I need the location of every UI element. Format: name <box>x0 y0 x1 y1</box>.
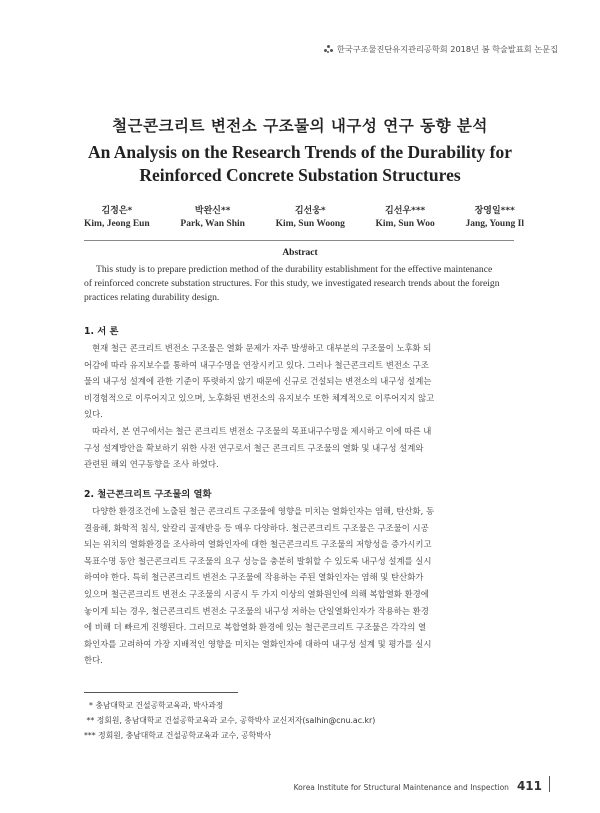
author-list <box>84 205 524 231</box>
footnote: ** 정회원, 충남대학교 건설공학교육과 교수, 공학박사 교신저자(salhin@cnu.ac.kr) <box>84 716 376 725</box>
footnote-divider <box>84 692 238 693</box>
society-logo-icon <box>324 45 333 54</box>
author-name-en: Park, Wan Shin <box>180 219 245 229</box>
author <box>180 205 245 231</box>
author-name-ko: 김선우*** <box>385 206 426 216</box>
body-line: 현재 철근 콘크리트 변전소 구조물은 열화 문제가 자주 발생하고 대부분의 구조물이 노후화 되 <box>92 343 432 353</box>
body-line: 어감에 따라 유지보수를 통하여 내구수명을 연장시키고 있다. 그러나 철근콘크리트 변전소 구조 <box>84 359 429 370</box>
abstract-line: of reinforced concrete substation structures. For this study, we investigated research trends about the foreign <box>84 278 500 290</box>
body-line: 결융해, 화학적 침식, 알칼리 골재반응 등 매우 다양하다. 철근콘크리트 구조물은 구조물이 시공 <box>84 522 429 533</box>
author <box>276 205 345 231</box>
author-name-en: Kim, Sun Woong <box>275 219 345 229</box>
footnote: *** 정회원, 충남대학교 건설공학교육과 교수, 공학박사 <box>84 731 272 740</box>
author <box>376 205 435 231</box>
page-footer <box>294 779 542 793</box>
body-line: 구성 설계방안을 확보하기 위한 사전 연구로서 철근 콘크리트 구조물의 열화 및 내구성 설계와 <box>84 442 424 453</box>
footnotes <box>84 698 375 743</box>
abstract-heading: Abstract <box>282 248 318 258</box>
korean-title: 철근콘크리트 변전소 구조물의 내구성 연구 동향 분석 <box>112 117 488 135</box>
author-name-ko: 김선웅* <box>294 206 326 216</box>
author-name-en: Kim, Sun Woo <box>375 219 435 229</box>
body-line: 하여야 한다. 특히 철근콘크리트 변전소 구조물에 작용하는 주된 열화인자는 염해 및 탄산화가 <box>84 572 424 583</box>
author-name-ko: 장영일*** <box>474 206 515 216</box>
section-heading-introduction: 1. 서 론 <box>84 326 119 337</box>
author <box>465 205 524 231</box>
divider <box>84 240 514 241</box>
body-line: 비경험적으로 이루어지고 있으며, 노후화된 변전소의 유지보수 또한 체계적으로 이루어지지 않고 <box>84 392 435 403</box>
body-line: 있다. <box>84 409 103 420</box>
footer-bar <box>549 776 550 792</box>
body-line: 관련된 해외 연구동향을 조사 하였다. <box>84 459 219 470</box>
author <box>84 205 150 231</box>
page-number: 411 <box>516 779 542 793</box>
body-line: 목표수명 동안 철근콘크리트 구조물의 요구 성능을 충분히 발휘할 수 있도록 내구성 설계를 실시 <box>84 555 432 566</box>
body-line: 놓이게 되는 경우, 철근콘크리트 변전소 구조물의 내구성 저하는 단일열화인자가 작용하는 환경 <box>84 605 429 616</box>
body-line: 되는 위치의 열화환경을 조사하여 열화인자에 대한 철근콘크리트 구조물의 저항성을 증가시키고 <box>84 539 432 550</box>
body-line: 물의 내구성 설계에 관한 기준이 뚜렷하지 않기 때문에 신규로 건설되는 변전소의 내구성 설계는 <box>84 376 432 387</box>
body-line: 한다. <box>84 655 103 666</box>
section-heading-deterioration: 2. 철근콘크리트 구조물의 열화 <box>84 489 212 500</box>
footer-institute: Korea Institute for Structural Maintenance and Inspection <box>293 783 509 792</box>
abstract-line: This study is to prepare prediction method of the durability establishment for the effective maintenance <box>96 264 493 275</box>
abstract-line: practices relating durability design. <box>84 292 220 304</box>
body-line: 있으며 철근콘크리트 변전소 구조물의 시공시 두 가지 이상의 열화원인에 의해 복합열화 환경에 <box>84 588 429 599</box>
english-title-line: An Analysis on the Research Trends of the Durability for <box>87 142 513 162</box>
footnote: * 충남대학교 건설공학교육과, 박사과정 <box>84 701 224 710</box>
author-name-ko: 김정은* <box>101 206 133 216</box>
section-body-introduction <box>84 340 516 473</box>
section-body-deterioration <box>84 503 516 669</box>
english-title-line: Reinforced Concrete Substation Structures <box>139 165 461 185</box>
body-line: 따라서, 본 연구에서는 철근 콘크리트 변전소 구조물의 목표내구수명을 제시하고 이에 따른 내 <box>92 425 432 436</box>
author-name-ko: 박완신** <box>194 206 231 216</box>
author-name-en: Kim, Jeong Eun <box>84 219 150 229</box>
english-title <box>0 141 600 187</box>
body-line: 화인자를 고려하여 가장 지배적인 영향을 미치는 열화인자에 대하여 내구성 설계 및 평가를 실시 <box>84 638 432 649</box>
journal-name: 한국구조물진단유지관리공학회 2018년 봄 학술발표회 논문집 <box>336 44 558 54</box>
running-header <box>324 44 558 55</box>
body-line: 다양한 환경조건에 노출된 철근 콘크리트 구조물에 영향을 미치는 열화인자는 염해, 탄산화, 동 <box>92 506 435 516</box>
abstract-body <box>84 263 516 306</box>
body-line: 에 비해 더 빠르게 진행된다. 그러므로 복합열화 환경에 있는 철근콘크리트 구조물은 각각의 열 <box>84 622 427 633</box>
author-name-en: Jang, Young Il <box>465 219 524 229</box>
